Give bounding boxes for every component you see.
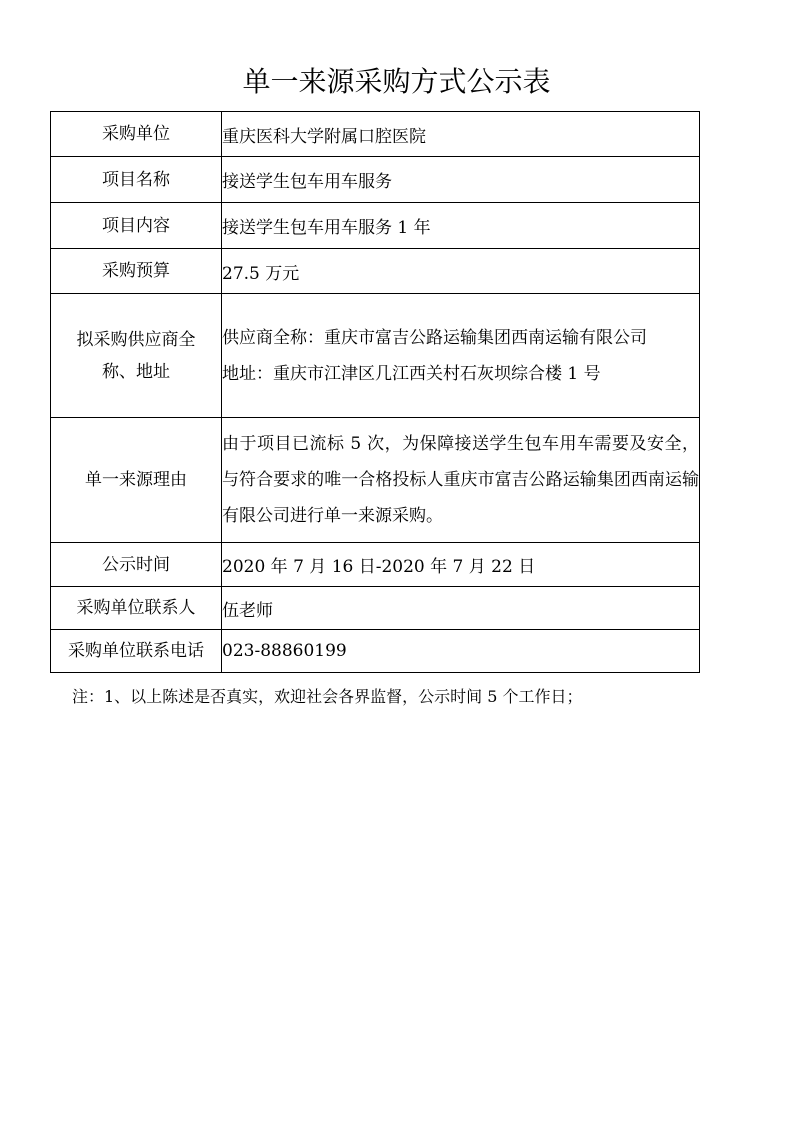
table-row xyxy=(51,294,700,418)
row-label-project-name: 项目名称 xyxy=(51,157,222,203)
announcement-table xyxy=(50,111,700,673)
table-row xyxy=(51,203,700,249)
row-value-period: 2020 年 7 月 16 日-2020 年 7 月 22 日 xyxy=(222,543,700,587)
row-label-reason: 单一来源理由 xyxy=(51,418,222,543)
row-value-project-name: 接送学生包车用车服务 xyxy=(222,157,700,203)
table-row xyxy=(51,587,700,630)
row-value-budget: 27.5 万元 xyxy=(222,249,700,294)
row-value-supplier xyxy=(222,294,700,418)
row-label-purchaser: 采购单位 xyxy=(51,112,222,157)
row-value-reason xyxy=(222,418,700,543)
supplier-name: 供应商全称：重庆市富吉公路运输集团西南运输有限公司 xyxy=(222,327,647,348)
row-label-phone: 采购单位联系电话 xyxy=(51,630,222,673)
footnote: 注：1、以上陈述是否真实，欢迎社会各界监督，公示时间 5 个工作日； xyxy=(72,687,583,706)
table-row xyxy=(51,543,700,587)
page-title: 单一来源采购方式公示表 xyxy=(242,65,551,98)
row-label-supplier: 拟采购供应商全称、地址 xyxy=(51,294,222,418)
table-row xyxy=(51,418,700,543)
table-row xyxy=(51,112,700,157)
reason-text: 由于项目已流标 5 次，为保障接送学生包车用车需要及安全，与符合要求的唯一合格投标人重庆市富吉公路运输集团西南运输有限公司进行单一来源采购。 xyxy=(222,434,699,526)
row-label-period: 公示时间 xyxy=(51,543,222,587)
table-row xyxy=(51,157,700,203)
row-value-purchaser: 重庆医科大学附属口腔医院 xyxy=(222,112,700,157)
row-label-budget: 采购预算 xyxy=(51,249,222,294)
row-value-project-content: 接送学生包车用车服务 1 年 xyxy=(222,203,700,249)
table-row xyxy=(51,630,700,673)
row-value-contact: 伍老师 xyxy=(222,587,700,630)
row-label-project-content: 项目内容 xyxy=(51,203,222,249)
supplier-address: 地址：重庆市江津区几江西关村石灰坝综合楼 1 号 xyxy=(222,363,601,384)
table-row xyxy=(51,249,700,294)
row-label-contact: 采购单位联系人 xyxy=(51,587,222,630)
row-value-phone: 023-88860199 xyxy=(222,630,700,673)
